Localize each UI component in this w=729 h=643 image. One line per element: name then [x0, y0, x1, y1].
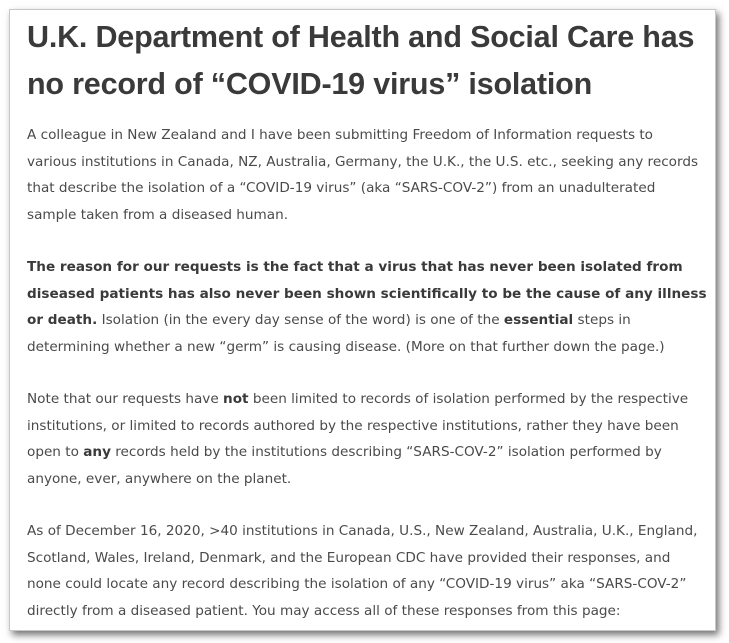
reason-bold-word: essential [503, 312, 574, 328]
scope-text-1: Note that our requests have [27, 391, 224, 407]
reason-text-after: steps in determining whether a new “germ” is causing disease. (More on that further down the page.) [27, 312, 665, 355]
article-frame [9, 9, 716, 631]
scope-bold-not: not [223, 391, 249, 407]
article-title: U.K. Department of Health and Social Care has no record of “COVID-19 virus” isolation [27, 20, 695, 101]
scope-bold-any: any [83, 444, 111, 460]
article-content [27, 14, 707, 624]
reason-text-before: Isolation (in the every day sense of the word) is one of the [97, 312, 504, 328]
paragraph-reason [27, 254, 707, 360]
reason-bold-lead: The reason for our requests is the fact that a virus that has never been isolated from diseased patients has also never been shown scientifically to be the cause of any illness or death. [27, 259, 707, 328]
paragraph-intro: A colleague in New Zealand and I have been submitting Freedom of Information requests to various institutions in Canada, NZ, Australia, Germany, the U.K., the U.S. etc., seeking any records that describe the isolation of a “COVID-19 virus” (aka “SARS-COV-2”) from an unadulterated sample taken from a diseased human. [27, 127, 699, 223]
scope-text-3: records held by the institutions describing “SARS-COV-2” isolation performed by anyone, ever, anywhere on the planet. [27, 444, 662, 487]
paragraph-results: As of December 16, 2020, >40 institutions in Canada, U.S., New Zealand, Australia, U.K., England, Scotland, Wales, Ireland, Denmark, and the European CDC have provided their responses, and none could locate any record describing the isolation of any “COVID-19 virus” aka “SARS-COV-2” directly from a diseased patient. You may access all of these responses from this page: [27, 523, 698, 619]
paragraph-scope [27, 386, 707, 492]
scope-text-2: been limited to records of isolation performed by the respective institutions, or limited to records authored by the respective institutions, rather they have been open to [27, 391, 689, 460]
